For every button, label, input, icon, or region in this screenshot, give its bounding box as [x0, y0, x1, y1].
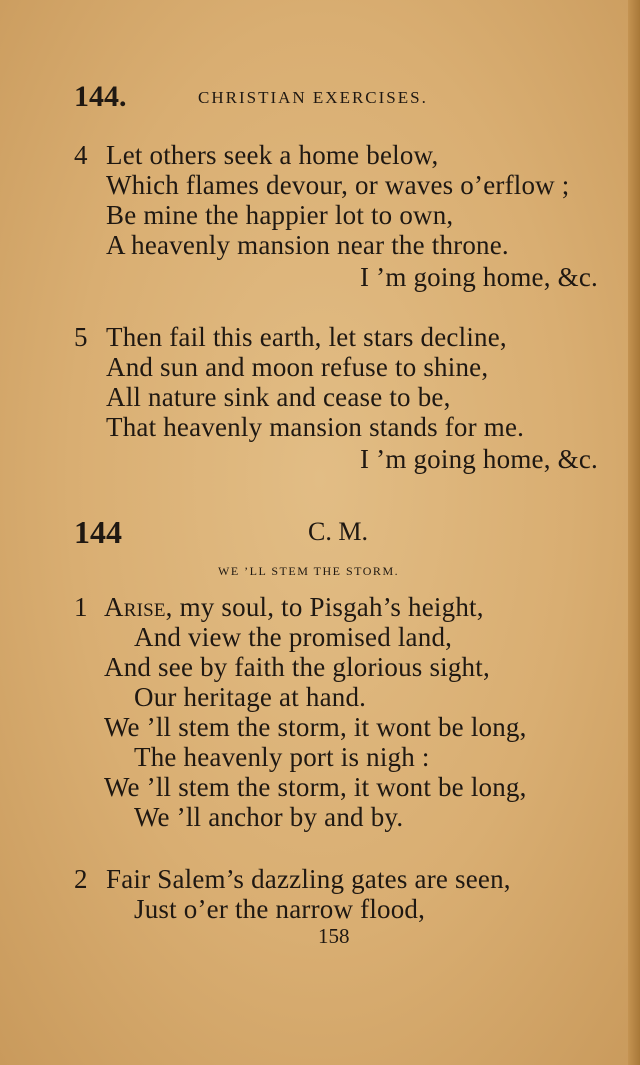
- refrain-line: I ’m going home, &c.: [360, 444, 598, 474]
- stanza-number: 1: [74, 592, 88, 622]
- verse-line: That heavenly mansion stands for me.: [106, 412, 525, 442]
- verse-line: And view the promised land,: [134, 622, 453, 652]
- verse-line: The heavenly port is nigh :: [134, 742, 430, 772]
- page-edge: [628, 0, 640, 1065]
- verse-line: We ’ll stem the storm, it wont be long,: [104, 712, 527, 742]
- verse-line: We ’ll stem the storm, it wont be long,: [104, 772, 527, 802]
- verse-line: And sun and moon refuse to shine,: [106, 352, 489, 382]
- first-line-rest: , my soul, to Pisgah’s height,: [165, 592, 484, 622]
- verse-line: Be mine the happier lot to own,: [106, 200, 454, 230]
- stanza-number: 2: [74, 864, 88, 894]
- first-word: Arise: [104, 592, 166, 622]
- hymn-meter: C. M.: [308, 517, 368, 546]
- refrain-line: I ’m going home, &c.: [360, 262, 598, 292]
- verse-line: Let others seek a home below,: [106, 140, 439, 170]
- tune-name: WE ’LL STEM THE STORM.: [218, 564, 400, 578]
- verse-line-first: [104, 592, 484, 622]
- verse-line: And see by faith the glorious sight,: [104, 652, 490, 682]
- stanza-number: 4: [74, 140, 88, 170]
- verse-line: Which flames devour, or waves o’erflow ;: [106, 170, 570, 200]
- folio-page-number: 158: [318, 924, 350, 948]
- verse-line: We ’ll anchor by and by.: [134, 802, 404, 832]
- verse-line: Just o’er the narrow flood,: [134, 894, 426, 924]
- hymn-number: 144: [74, 514, 122, 550]
- verse-line: Then fail this earth, let stars decline,: [106, 322, 507, 352]
- verse-line: Our heritage at hand.: [134, 682, 367, 712]
- stanza-number: 5: [74, 322, 88, 352]
- page-number-header: 144.: [74, 80, 127, 113]
- verse-line: All nature sink and cease to be,: [106, 382, 451, 412]
- running-title: CHRISTIAN EXERCISES.: [198, 88, 428, 107]
- verse-line: A heavenly mansion near the throne.: [106, 230, 509, 260]
- verse-line: Fair Salem’s dazzling gates are seen,: [106, 864, 511, 894]
